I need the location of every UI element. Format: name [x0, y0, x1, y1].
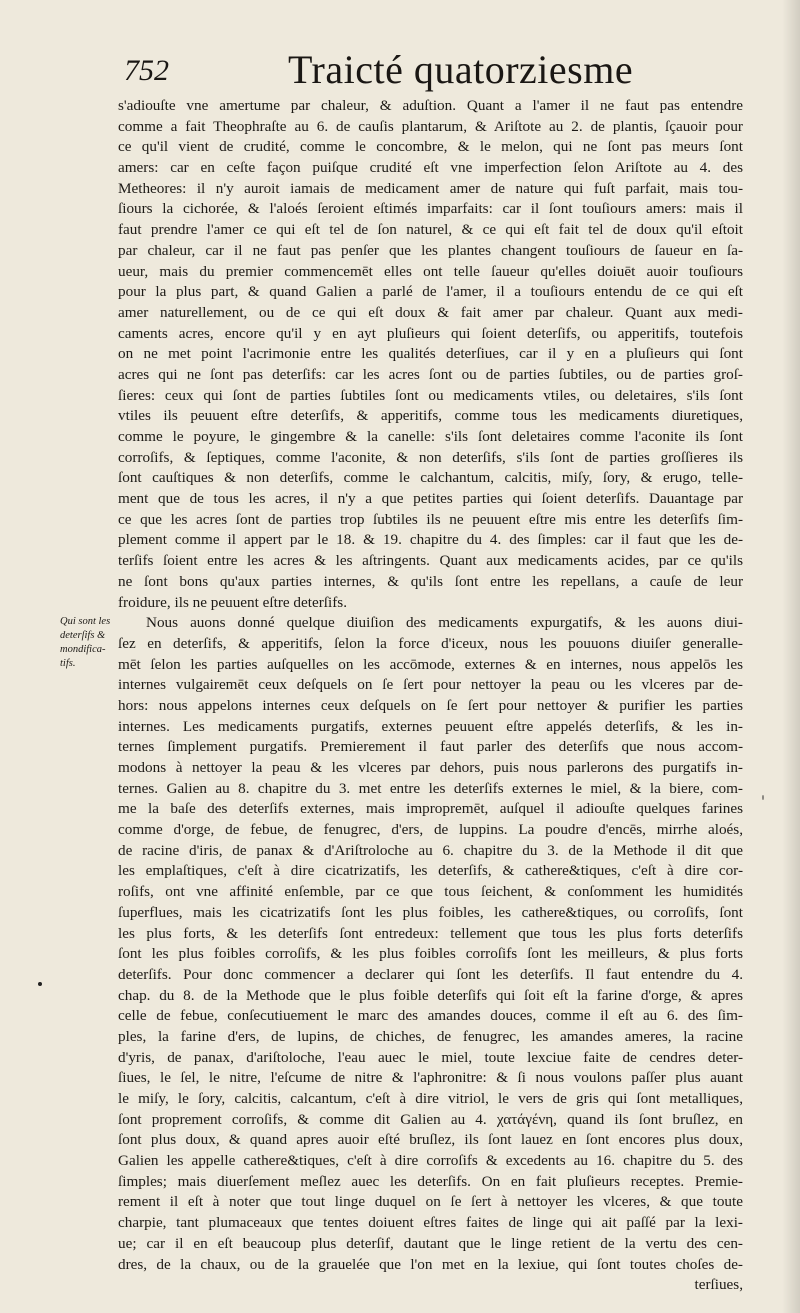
text-line: comme d'orge, de febue, de fenugrec, d'ers, de luppins. La poudre d'encēs, mirrhe aloés, — [118, 821, 743, 839]
page-number: 752 — [124, 54, 169, 87]
page-header — [118, 40, 770, 100]
text-line: les plus forts, & les deterſifs ſont entredeux: tellement que tous les plus forts deterſifs — [118, 924, 743, 942]
margin-note — [60, 615, 118, 671]
text-line: ſont les plus foibles corroſifs, & les plus foibles corroſifs ſont les meilleurs, & plus forts — [118, 945, 743, 963]
text-line: ternes ſimplement purgatifs. Premierement il faut parler des deterſifs que nous accom- — [118, 738, 743, 756]
text-line: celle de febue, conſecutiuement le marc des amandes douces, comme il eſt au 6. des ſim- — [118, 1007, 743, 1025]
text-line: comme le poyure, le gingembre & la canelle: s'ils ſont deletaires comme l'aconite ils ſont — [118, 428, 743, 445]
text-line: ternes. Galien au 8. chapitre du 3. met entre les deterſifs externes le miel, & la biere, com- — [118, 779, 743, 797]
text-line: par chaleur, car il ne faut pas penſer que les plantes changent touſiours de ſaueur en ſa- — [118, 241, 743, 259]
text-line: pour la plus part, & quand Galien a parlé de l'amer, il a touſiours entendu de ce qui eſt — [118, 283, 743, 301]
text-line: acres qui ne ſont pas deterſifs: car les acres ſont ou de parties ſubtiles, ou de parties groſ- — [118, 365, 743, 383]
text-line: s'adiouſte vne amertume par chaleur, & aduſtion. Quant a l'amer il ne faut pas entendre — [118, 97, 743, 114]
text-line: mēt ſelon les parties auſquelles on les accōmode, externes & en internes, nous appelōs les — [118, 655, 743, 673]
text-line: charpie, tant plumaceaux que tentes doiuent eſtres faites de linge qui ait paſſé par la lexi- — [118, 1214, 743, 1232]
margin-note-line: tifs. — [60, 658, 76, 669]
text-line: ment que de tous les acres, il n'y a que petites parties qui ſoient deterſifs. Dauantage par — [118, 490, 743, 508]
text-line: les emplaſtiques, c'eſt à dire cicatrizatifs, les deterſifs, & cathere&tiques, c'eſt à dire cor- — [118, 862, 743, 880]
text-line: plement comme il appert par le 18. & 19. chapitre du 4. des ſimples: car il faut que les de- — [118, 531, 743, 549]
body-text — [118, 96, 743, 1296]
text-line: on ne met point l'acrimonie entre les qualités deterſiues, car il y en a pluſieurs qui ſont — [118, 345, 743, 363]
text-line: Nous auons donné quelque diuiſion des medicaments expurgatifs, & les auons diui- — [146, 614, 743, 632]
text-line: chap. du 8. de la Methode que le plus foible deterſifs qui ſoit eſt la farine d'orge, & apres — [118, 986, 743, 1004]
text-line: Metheores: il n'y auroit iamais de medicament amer de nature qui fuſt parfait, mais tou- — [118, 179, 743, 197]
text-line: ueur, mais du premier commencemēt elles ont telle ſaueur qu'elles doiuēt auoir touſiours — [118, 262, 743, 280]
text-line: ſiues, le ſel, le nitre, l'eſcume de nitre & l'aphronitre: & ſi nous voulons paſſer plus auant — [118, 1069, 743, 1087]
text-line: modons à nettoyer la peau & les vlceres par dehors, puis nous parlerons des purgatifs in- — [118, 759, 743, 776]
ink-speck — [762, 795, 764, 800]
text-line: terſiues, — [694, 1276, 743, 1294]
text-line: corroſifs, & ſeptiques, comme l'aconite, & non deterſifs, s'ils ſont de parties groſſieres ils — [118, 448, 743, 466]
text-line: hors: nous appelons internes ceux deſquels on ſe ſert pour nettoyer & purifier les parties — [118, 696, 743, 714]
margin-note-line: mondifica- — [60, 644, 106, 655]
text-line: de racine d'iris, de panax & d'Ariſtroloche au 6. chapitre du 3. de la Methode il dit que — [118, 841, 743, 859]
text-line: ſuperflues, mais les cicatrizatifs ſont les plus foibles, les cathere&tiques, ou corroſifs, ſont — [118, 903, 743, 921]
text-line: terſifs ſoient entre les acres & les aſtringents. Quant aux medicaments acides, par ce qu'ils — [118, 552, 743, 570]
text-line: internes. Les medicaments purgatifs, externes peuuent eſtre appelés deterſifs, & les in- — [118, 717, 743, 735]
running-title: Traicté quatorziesme — [288, 47, 634, 92]
text-line: faut prendre l'amer ce qui eſt tel de ſon naturel, & ce qui eſt fait tel de doux qu'il eſtoit — [118, 221, 743, 239]
text-line: rement il eſt à noter que tout linge duquel on ſe ſert à nettoyer les vlceres, & que toute — [118, 1193, 743, 1211]
text-line: vtiles ils peuuent eſtre deterſifs, & apperitifs, comme tous les medicaments diuretiques, — [118, 407, 743, 425]
text-line: ce que les acres ſont de parties trop ſubtiles ils ne peuuent eſtre mis entre les deterſifs ſim- — [118, 510, 743, 528]
text-line: amers: car en ceſte façon puiſque crudité eſt vne imperfection ſelon Ariſtote au 4. des — [118, 159, 743, 177]
text-line: le miſy, le ſory, calcitis, calcantum, c'eſt à dire vitriol, le vers de gris qui ſont metalliques, — [118, 1090, 743, 1107]
text-line: me la baſe des deterſifs externes, mais impropremēt, auſquel il adiouſte quelques farines — [118, 800, 743, 818]
text-line: amer naturellement, ou de ce qui eſt doux & fait amer par chaleur. Quant aux medi- — [118, 303, 743, 321]
text-line: froidure, ils ne peuuent eſtre deterſifs. — [118, 593, 347, 611]
text-line: ſont cauſtiques & non deterſifs, comme le calchantum, calcitis, miſy, ſory, & erugo, telle- — [118, 469, 743, 487]
text-line: ples, la farine d'ers, de lupins, de chiches, de fenugrec, les amandes ameres, la racine — [118, 1027, 743, 1045]
text-line: ſimples; mais diuerſement meſlez auec les deterſifs. On en fait pluſieurs receptes. Premie- — [118, 1172, 743, 1190]
text-line: ſiours la cichorée, & l'aloés ſeroient eſtimés imparfaits: car il ſont touſiours amers: mais il — [118, 200, 743, 218]
text-line: roſifs, ont vne affinité enſemble, par ce que tous ſeichent, & conſomment les humidités — [118, 883, 743, 901]
text-line: Galien les appelle cathere&tiques, c'eſt à dire corroſifs & excedents au 16. chapitre du 5. des — [118, 1152, 743, 1170]
text-line: ue; car il en eſt beaucoup plus deterſif, dautant que le linge retient de la vertu des cen- — [118, 1234, 743, 1252]
text-line: ce qu'il vient de crudité, comme le concombre, & le melon, qui ne ſont pas meurs ſont — [118, 138, 743, 156]
text-line: ſez en deterſifs, & apperitifs, ſelon la force d'iceux, nous les pouuons diuiſer generalle- — [118, 634, 743, 652]
text-line: ſont plus doux, & quand apres auoir eſté bruſlez, ils ſont lauez en ſont encores plus doux, — [118, 1131, 743, 1149]
text-line: deterſifs. Pour donc commencer a declarer qui ſont les deterſifs. Il faut entendre du 4. — [118, 965, 743, 983]
text-line: ſont proprement corroſifs, & comme dit Galien au 4. χατάγένη, quand ils ſont bruſlez, en — [118, 1110, 743, 1128]
text-line: caments acres, encore qu'il y en ayt pluſieurs qui ſoient deterſifs, ou apperitifs, toutefois — [118, 324, 743, 342]
margin-note-line: Qui sont les — [60, 616, 111, 627]
text-line: ne ſont bons qu'aux parties internes, & qu'ils ſont entre les repellans, a cauſe de leur — [118, 572, 743, 590]
text-line: comme a fait Theophraſte au 6. de cauſis plantarum, & Ariſtote au 2. de plantis, ſçauoir pour — [118, 117, 743, 135]
text-line: ſieres: ceux qui ſont de parties ſubtiles ſont ou medicaments vtiles, ou deletaires, s'ils ſont — [118, 386, 743, 404]
ink-speck — [38, 982, 42, 986]
text-line: d'yris, de panax, d'ariſtoloche, l'eau auec le miel, toute lexciue faite de cendres deter- — [118, 1048, 743, 1066]
margin-note-line: deterſifs & — [60, 630, 106, 641]
text-line: internes vulgairemēt ceux deſquels on ſe ſert pour nettoyer la peau ou les vlceres par de- — [118, 676, 743, 694]
text-line: dres, de la chaux, ou de la grauelée que l'on met en la lexiue, qui ſont toutes choſes de- — [118, 1255, 743, 1273]
